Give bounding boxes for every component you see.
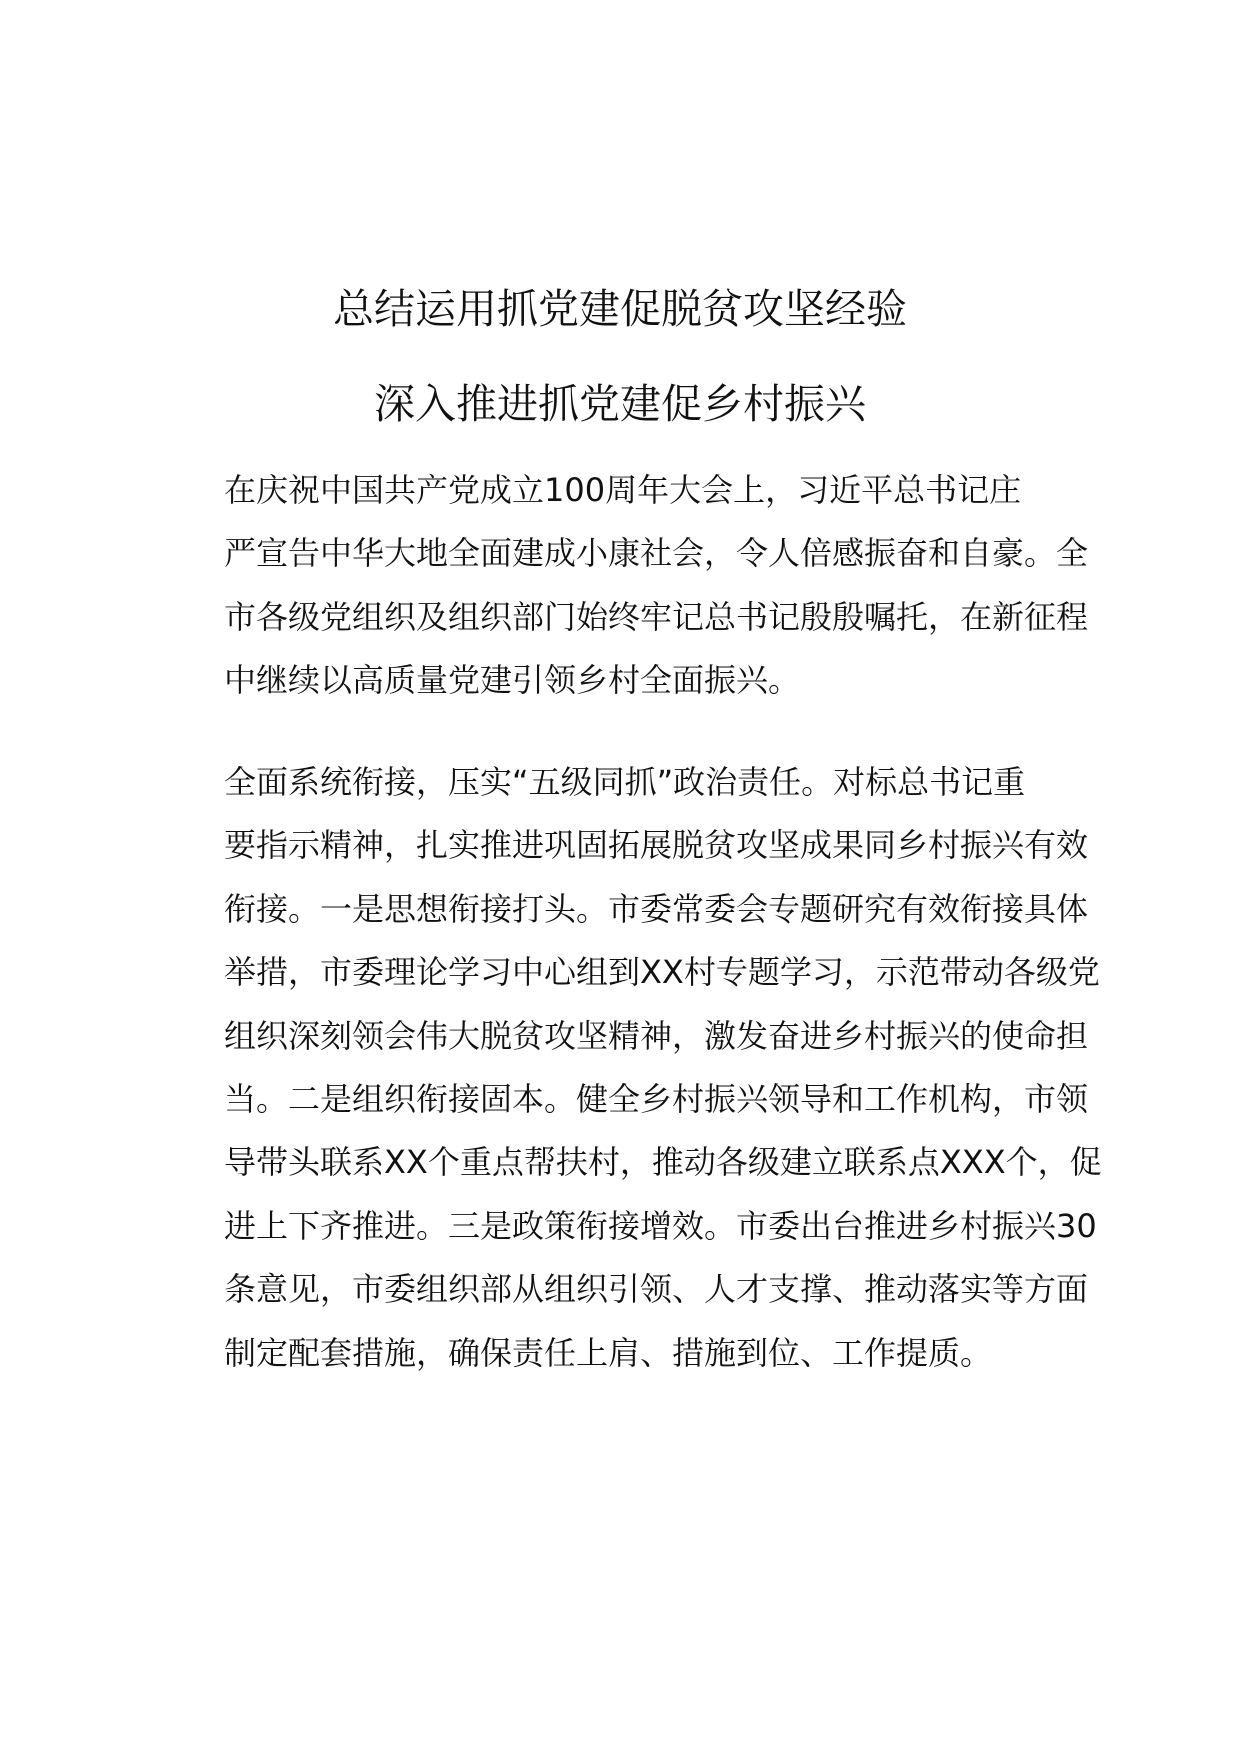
paragraph-line: 市各级党组织及组织部门始终牢记总书记殷殷嘱托，在新征程 [224,597,1089,636]
paragraph-1 [160,459,1089,713]
paragraph-line: 全面系统衔接，压实“五级同抓”政治责任。对标总书记重 [224,763,1026,801]
paragraph-line: 严宣告中华大地全面建成小康社会，令人倍感振奋和自豪。全 [224,534,1089,573]
document-title [0,262,1240,452]
paragraph-line: 导带头联系XX个重点帮扶村，推动各级建立联系点XXX个，促 [224,1143,1102,1182]
paragraph-line: 组织深刻领会伟大脱贫攻坚精神，激发奋进乡村振兴的使命担 [224,1016,1089,1055]
paragraph-line: 举措，市委理论学习中心组到XX村专题学习，示范带动各级党 [224,953,1100,992]
paragraph-line: 中继续以高质量党建引领乡村全面振兴。 [224,661,801,700]
paragraph-2 [160,751,1102,1385]
paragraph-line: 在庆祝中国共产党成立100周年大会上，习近平总书记庄 [224,471,1022,509]
title-line-2: 深入推进抓党建促乡村振兴 [374,380,866,428]
paragraph-line: 衔接。一是思想衔接打头。市委常委会专题研究有效衔接具体 [224,889,1089,928]
title-line-1: 总结运用抓党建促脱贫攻坚经验 [333,285,907,333]
paragraph-line: 制定配套措施，确保责任上肩、措施到位、工作提质。 [224,1333,993,1372]
paragraph-line: 条意见，市委组织部从组织引领、人才支撑、推动落实等方面 [224,1270,1089,1309]
paragraph-line: 要指示精神，扎实推进巩固拓展脱贫攻坚成果同乡村振兴有效 [224,826,1089,865]
paragraph-line: 进上下齐推进。三是政策衔接增效。市委出台推进乡村振兴30 [224,1206,1097,1245]
paragraph-line: 当。二是组织衔接固本。健全乡村振兴领导和工作机构，市领 [224,1080,1089,1119]
